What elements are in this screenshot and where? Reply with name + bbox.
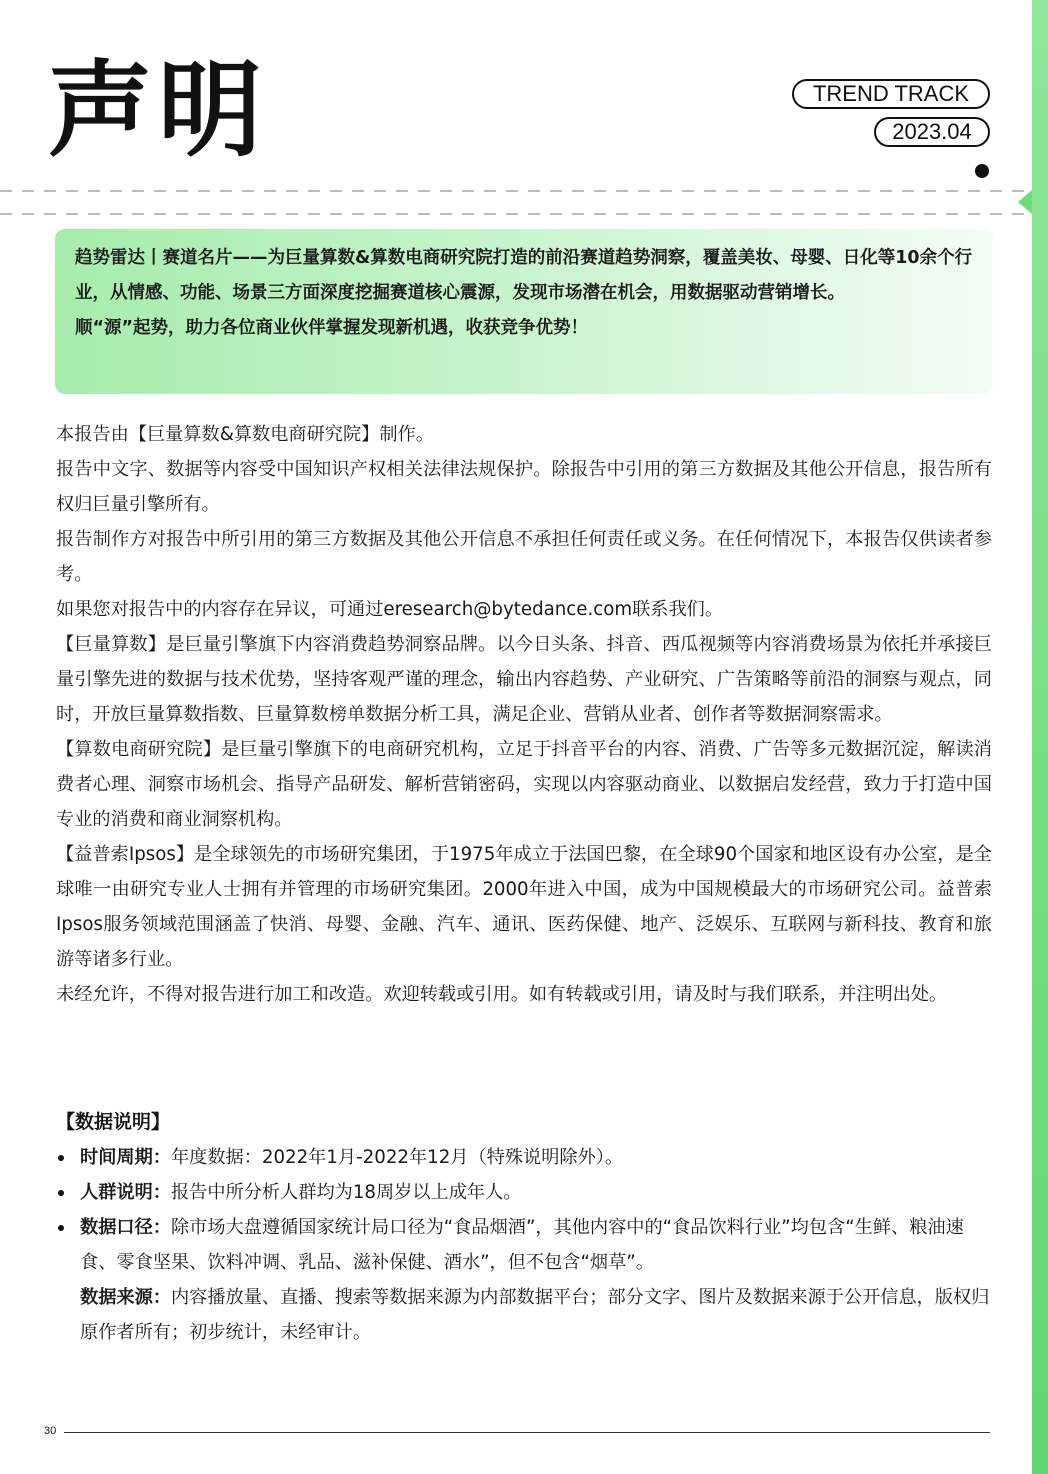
statement-paragraph: 未经允许，不得对报告进行加工和改造。欢迎转载或引用。如有转载或引用，请及时与我们联系，并注明出处。 xyxy=(56,984,948,1005)
footer-rule xyxy=(64,1432,990,1433)
data-source-text: 内容播放量、直播、搜索等数据来源为内部数据平台；部分文字、图片及数据来源于公开信息，版权归原作者所有；初步统计，未经审计。 xyxy=(80,1287,990,1343)
date-pill: 2023.04 xyxy=(874,117,990,147)
data-note-label: 时间周期： xyxy=(80,1147,171,1168)
data-note-item xyxy=(56,1140,992,1175)
statement-paragraph: 报告制作方对报告中所引用的第三方数据及其他公开信息不承担任何责任或义务。在任何情况下，本报告仅供读者参考。 xyxy=(56,529,992,585)
side-accent-bar xyxy=(1032,0,1048,1474)
intro-paragraph: 趋势雷达丨赛道名片——为巨量算数&算数电商研究院打造的前沿赛道趋势洞察，覆盖美妆、母婴、日化等10余个行业，从情感、功能、场景三方面深度挖掘赛道核心震源，发现市场潜在机会，用数据驱动营销增长。 xyxy=(75,248,973,303)
dashed-divider-bottom xyxy=(0,213,1028,215)
intro-highlight-box xyxy=(55,229,993,394)
data-note-text: 报告中所分析人群均为18周岁以上成年人。 xyxy=(170,1182,522,1203)
bullet-icon xyxy=(58,1190,64,1196)
page-title: 声明 xyxy=(48,49,269,171)
statement-paragraph: 如果您对报告中的内容存在异议，可通过eresearch@bytedance.com联系我们。 xyxy=(56,599,724,620)
data-note-item xyxy=(56,1175,992,1210)
data-source-note xyxy=(56,1280,992,1350)
statement-paragraph: 【算数电商研究院】是巨量引擎旗下的电商研究机构，立足于抖音平台的内容、消费、广告等多元数据沉淀，解读消费者心理、洞察市场机会、指导产品研发、解析营销密码，实现以内容驱动商业、以数据启发经营，致力于打造中国专业的消费和商业洞察机构。 xyxy=(56,739,992,830)
bullet-icon xyxy=(58,1155,64,1161)
data-note-item xyxy=(56,1210,992,1280)
data-note-label: 人群说明： xyxy=(80,1182,171,1203)
data-note-text: 年度数据：2022年1月-2022年12月（特殊说明除外）。 xyxy=(170,1147,624,1168)
statement-paragraph: 【益普索Ipsos】是全球领先的市场研究集团，于1975年成立于法国巴黎，在全球90个国家和地区设有办公室，是全球唯一由研究专业人士拥有并管理的市场研究集团。2000年进入中国，成为中国规模最大的市场研究公司。益普索Ipsos服务领域范围涵盖了快消、母婴、金融、汽车、通讯、医药保健、地产、泛娱乐、互联网与新科技、教育和旅游等诸多行业。 xyxy=(56,844,992,970)
bullet-icon xyxy=(58,1225,64,1231)
page-number: 30 xyxy=(44,1425,57,1437)
arrow-marker-icon xyxy=(1018,190,1032,214)
data-note-label: 数据口径： xyxy=(80,1217,171,1238)
brand-pill: TREND TRACK xyxy=(792,79,990,109)
dashed-divider-top xyxy=(0,190,1028,192)
intro-slogan: 顺“源”起势，助力各位商业伙伴掌握发现新机遇，收获竞争优势！ xyxy=(75,318,589,338)
data-notes-section xyxy=(56,1105,992,1350)
decorative-dot xyxy=(975,164,989,178)
statement-paragraph: 本报告由【巨量算数&算数电商研究院】制作。 xyxy=(56,424,434,445)
data-note-text: 除市场大盘遵循国家统计局口径为“食品烟酒”，其他内容中的“食品饮料行业”均包含“生鲜、粮油速食、零食坚果、饮料冲调、乳品、滋补保健、酒水”，但不包含“烟草”。 xyxy=(80,1217,964,1273)
data-notes-heading: 【数据说明】 xyxy=(56,1111,171,1133)
data-source-label: 数据来源： xyxy=(80,1287,171,1308)
statement-paragraph: 【巨量算数】是巨量引擎旗下内容消费趋势洞察品牌。以今日头条、抖音、西瓜视频等内容消费场景为依托并承接巨量引擎先进的数据与技术优势，坚持客观严谨的理念，输出内容趋势、产业研究、广告策略等前沿的洞察与观点，同时，开放巨量算数指数、巨量算数榜单数据分析工具，满足企业、营销从业者、创作者等数据洞察需求。 xyxy=(56,634,992,725)
statement-paragraph: 报告中文字、数据等内容受中国知识产权相关法律法规保护。除报告中引用的第三方数据及其他公开信息，报告所有权归巨量引擎所有。 xyxy=(56,459,992,515)
statement-body xyxy=(56,417,992,1012)
